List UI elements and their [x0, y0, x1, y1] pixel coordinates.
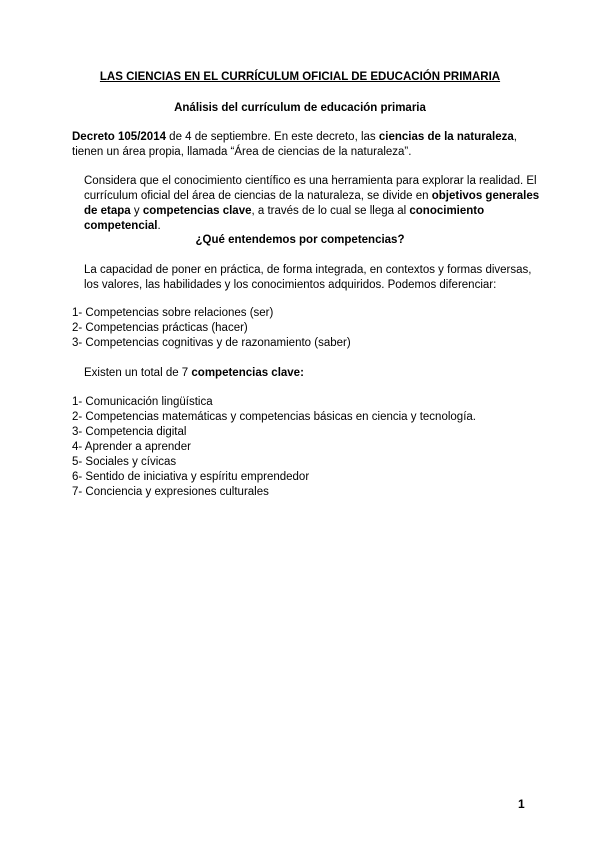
competencias-clave-list [72, 395, 476, 500]
list-item: 1- Competencias sobre relaciones (ser) [72, 307, 274, 319]
document-title: LAS CIENCIAS EN EL CURRÍCULUM OFICIAL DE EDUCACIÓN PRIMARIA [99, 71, 501, 83]
heading-competencias: ¿Qué entendemos por competencias? [195, 234, 405, 246]
competencias-clave-heading-bold: competencias clave: [191, 367, 304, 379]
list-item: 3- Competencia digital [72, 426, 187, 438]
conocimiento-text-2: y [130, 205, 143, 217]
conocimiento-competencial-bold: conocimiento competencial [84, 205, 485, 232]
list-item: 6- Sentido de iniciativa y espíritu emprendedor [72, 471, 310, 483]
conocimiento-text-3: , a través de lo cual se llega al [251, 205, 410, 217]
list-item: 2- Competencias prácticas (hacer) [72, 322, 248, 334]
total-text: Existen un total de 7 [84, 367, 192, 379]
ciencias-naturaleza-bold: ciencias de la naturaleza [378, 131, 514, 143]
list-item: 5- Sociales y cívicas [72, 456, 177, 468]
list-item: 3- Competencias cognitivas y de razonamiento (saber) [72, 337, 351, 349]
list-item: 2- Competencias matemáticas y competencias básicas en ciencia y tecnología. [72, 411, 476, 423]
decreto-text-1: de 4 de septiembre. En este decreto, las [165, 131, 379, 143]
list-item: 1- Comunicación lingüística [72, 396, 213, 408]
objetivos-bold: objetivos generales de etapa [84, 190, 540, 217]
conocimiento-text-1: Considera que el conocimiento científico es una herramienta para explorar la realidad. El currículum oficial del área de ciencias de la naturaleza, se divide en [84, 175, 537, 202]
paragraph-decreto [72, 130, 532, 160]
decreto-text-2: , tienen un área propia, llamada “Área de ciencias de la naturaleza”. [72, 131, 517, 158]
paragraph-total-competencias [72, 366, 544, 381]
competencias-tipos-list [72, 306, 351, 351]
page-number: 1 [518, 797, 525, 811]
decreto-bold: Decreto 105/2014 [72, 131, 166, 143]
list-item: 4- Aprender a aprender [72, 441, 191, 453]
list-item: 7- Conciencia y expresiones culturales [72, 486, 269, 498]
conocimiento-text-4: . [157, 220, 161, 232]
paragraph-definicion: La capacidad de poner en práctica, de forma integrada, en contextos y formas diversas, los valores, las habilidades y los conocimientos adquiridos. Podemos diferenciar: [84, 264, 532, 291]
paragraph-conocimiento [72, 174, 544, 234]
competencias-clave-bold: competencias clave [142, 205, 252, 217]
document-subtitle: Análisis del currículum de educación primaria [174, 102, 426, 114]
